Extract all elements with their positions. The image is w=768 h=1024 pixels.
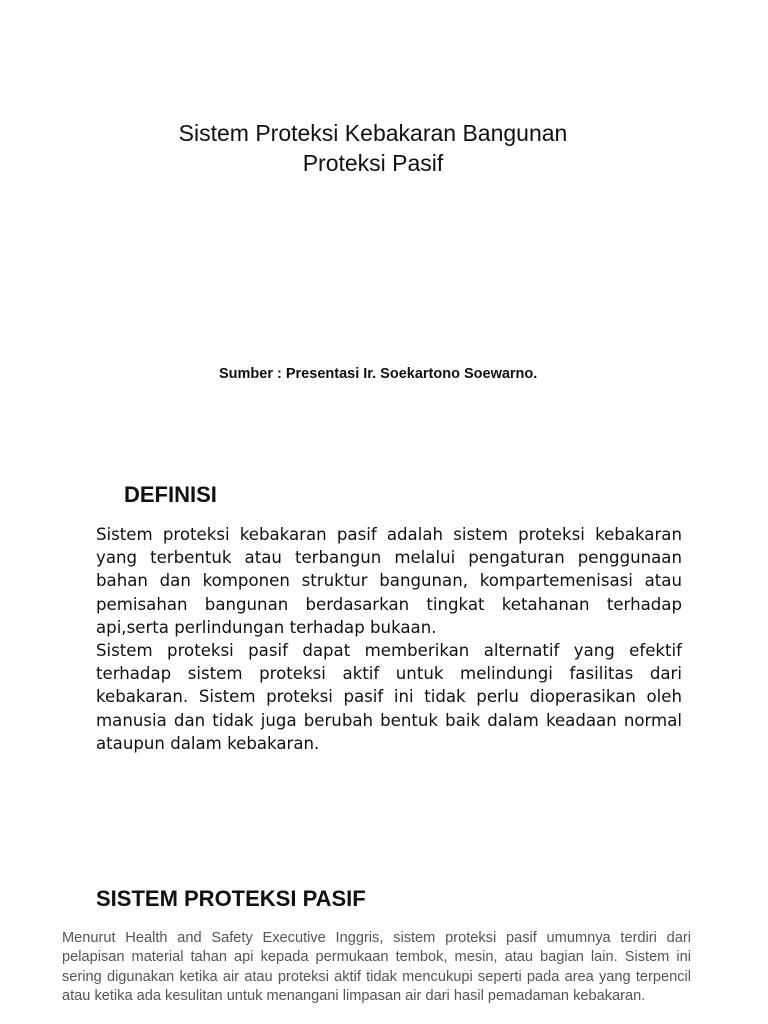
sistem-proteksi-pasif-heading: SISTEM PROTEKSI PASIF: [96, 886, 366, 911]
document-title: [0, 118, 768, 178]
definisi-heading: DEFINISI: [124, 482, 217, 507]
definisi-paragraph-2: Sistem proteksi pasif dapat memberikan alternatif yang efektif terhadap sistem proteksi aktif untuk melindungi fasilitas dari kebakaran. Sistem proteksi pasif ini tidak perlu dioperasikan oleh manusia dan tidak juga berubah bentuk baik dalam keadaan normal ataupun dalam kebakaran.: [96, 641, 682, 753]
sistem-proteksi-pasif-body: [62, 929, 691, 1007]
definisi-paragraph-1: Sistem proteksi kebakaran pasif adalah sistem proteksi kebakaran yang terbentuk atau terbangun melalui pengaturan penggunaan bahan dan komponen struktur bangunan, kompartemenisasi atau pemisahan bangunan berdasarkan tingkat ketahanan terhadap api,serta perlindungan terhadap bukaan.: [96, 525, 682, 637]
definisi-body: [96, 523, 682, 755]
title-line-2: Proteksi Pasif: [302, 150, 444, 176]
title-line-1: Sistem Proteksi Kebakaran Bangunan: [178, 120, 568, 146]
sistem-proteksi-pasif-paragraph: Menurut Health and Safety Executive Inggris, sistem proteksi pasif umumnya terdiri dari pelapisan material tahan api kepada permukaan tembok, mesin, atau bagian lain. Sistem ini sering digunakan ketika air atau proteksi aktif tidak mencukupi seperti pada area yang terpencil atau ketika ada kesulitan untuk menangani limpasan air dari hasil pemadaman kebakaran.: [62, 930, 691, 1005]
source-credit: Sumber : Presentasi Ir. Soekartono Soewarno.: [219, 366, 538, 382]
